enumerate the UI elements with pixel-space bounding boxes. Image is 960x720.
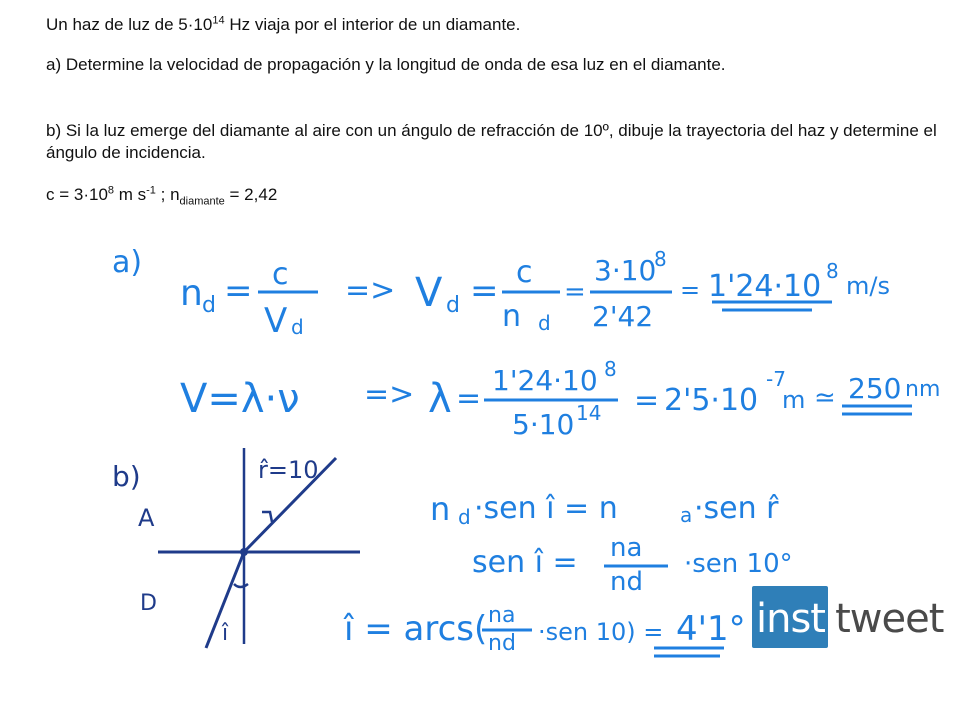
svg-text:1'24·10: 1'24·10	[492, 364, 598, 397]
problem-part-b: b) Si la luz emerge del diamante al aire con un ángulo de refracción de 10º, dibuje la trayectoria del haz y determine el ángulo de incidencia.	[46, 121, 937, 162]
svg-text:=: =	[634, 383, 660, 418]
svg-text:3·10: 3·10	[594, 254, 657, 287]
svg-text:=: =	[224, 271, 253, 311]
svg-text:8: 8	[604, 357, 617, 381]
svg-text:d: d	[202, 293, 216, 318]
label-refraction-angle: r̂=10	[258, 456, 319, 484]
svg-text:na: na	[488, 603, 516, 628]
equation-sin-i	[472, 533, 793, 597]
svg-text:c: c	[516, 255, 533, 290]
svg-text:n: n	[430, 490, 451, 528]
svg-text:≃: ≃	[814, 383, 836, 413]
svg-text:a: a	[680, 503, 693, 527]
svg-text:·sen r̂: ·sen r̂	[694, 491, 779, 526]
svg-text:8: 8	[826, 259, 839, 283]
svg-text:na: na	[610, 533, 643, 563]
svg-text:=: =	[564, 277, 586, 307]
svg-text:5·10: 5·10	[512, 408, 575, 441]
svg-text:-7: -7	[766, 367, 786, 391]
svg-text:=>: =>	[345, 273, 396, 308]
svg-text:=: =	[680, 276, 701, 304]
equation-snell	[430, 490, 780, 529]
svg-text:d: d	[446, 293, 460, 318]
svg-text:d: d	[458, 505, 471, 529]
svg-text:m: m	[782, 386, 806, 414]
svg-text:14: 14	[576, 401, 602, 425]
label-part-b: b)	[112, 460, 141, 493]
svg-text:nd: nd	[488, 631, 516, 656]
svg-text:4'1°: 4'1°	[676, 609, 746, 649]
svg-text:=: =	[456, 381, 482, 416]
svg-text:V=λ·ν: V=λ·ν	[180, 376, 300, 422]
institweet-logo	[752, 586, 948, 662]
svg-text:250: 250	[848, 372, 902, 405]
equation-wavelength	[180, 357, 940, 441]
label-medium-a: A	[138, 504, 155, 532]
equation-velocity	[180, 247, 890, 341]
logo-text: institweet	[756, 596, 944, 642]
svg-text:·sen 10) =: ·sen 10) =	[538, 618, 664, 646]
svg-text:c: c	[272, 257, 289, 292]
svg-text:2'42: 2'42	[592, 300, 654, 333]
equation-incidence-angle	[343, 603, 746, 656]
svg-text:nd: nd	[610, 567, 643, 597]
svg-text:V: V	[415, 270, 443, 316]
problem-title: Un haz de luz de $5\cdot 10^{14}$ Hz viaja por el interior de un diamante.	[46, 14, 521, 34]
svg-text:sen î =: sen î =	[472, 545, 578, 580]
label-part-a: a)	[112, 245, 143, 280]
label-incidence-angle: î	[222, 621, 229, 646]
svg-text:V: V	[264, 301, 288, 341]
svg-text:1'24·10: 1'24·10	[708, 269, 822, 304]
svg-text:2'5·10: 2'5·10	[664, 383, 759, 418]
problem-data: $c = 3\cdot 10^8$ m $s^{-1}$ ; $n_{diamante} = 2,42$	[46, 184, 278, 208]
svg-text:n: n	[180, 273, 203, 314]
svg-text:8: 8	[654, 247, 667, 271]
svg-text:·sen î = n: ·sen î = n	[474, 491, 618, 526]
svg-text:nm: nm	[905, 377, 941, 402]
svg-text:λ: λ	[428, 376, 452, 422]
svg-text:n: n	[502, 299, 522, 334]
refraction-diagram	[112, 448, 360, 648]
svg-text:=>: =>	[364, 377, 415, 412]
svg-text:î = arcs(: î = arcs(	[344, 609, 488, 649]
svg-text:·sen 10°: ·sen 10°	[684, 549, 793, 579]
svg-text:d: d	[291, 315, 304, 339]
svg-text:=: =	[470, 271, 499, 311]
svg-text:m/s: m/s	[846, 272, 890, 300]
problem-part-a: a) Determine la velocidad de propagación y la longitud de onda de esa luz en el diamante.	[46, 55, 726, 74]
label-medium-d: D	[140, 591, 157, 616]
svg-text:d: d	[538, 311, 551, 335]
